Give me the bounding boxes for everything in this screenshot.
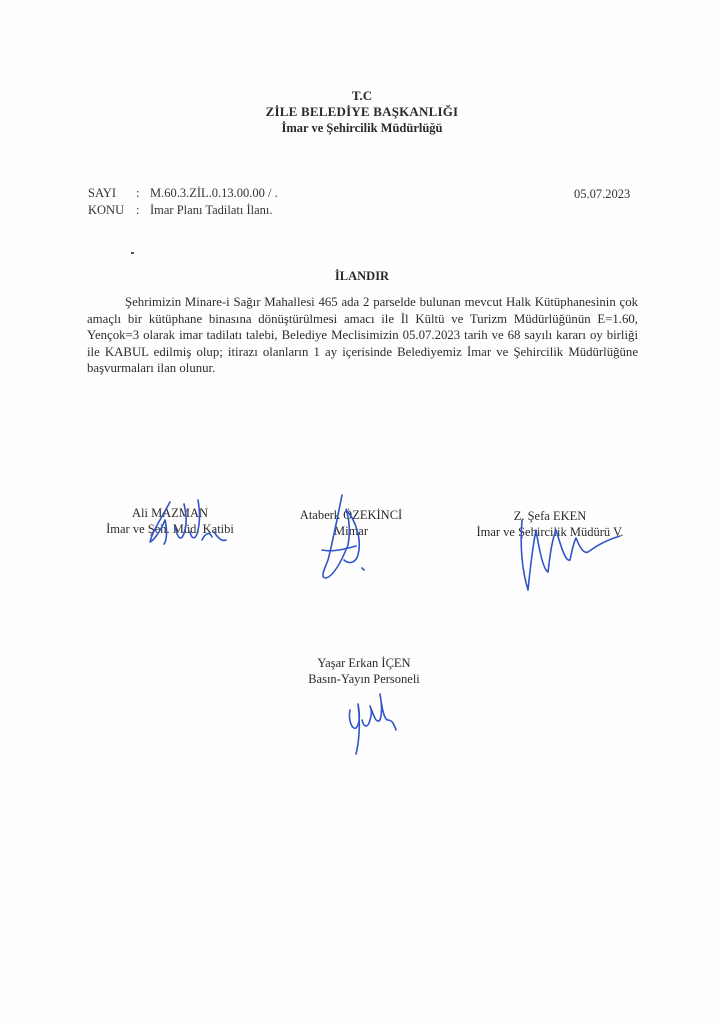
announcement-title: İLANDIR xyxy=(334,269,390,283)
signature-icon xyxy=(342,690,402,758)
signatory-title: Mimar xyxy=(333,524,369,538)
number-value: M.60.3.ZİL.0.13.00.00 / . xyxy=(150,186,278,200)
document-date: 05.07.2023 xyxy=(574,187,631,201)
subject-separator: : xyxy=(136,203,140,217)
number-row xyxy=(88,185,278,202)
department-name: İmar ve Şehircilik Müdürlüğü xyxy=(281,121,443,135)
country-label: T.C xyxy=(351,88,373,103)
signatory-name: Ataberk ÖZEKİNCİ xyxy=(299,508,403,522)
signatory-block-1 xyxy=(86,505,254,537)
signatory-title: Basın-Yayın Personeli xyxy=(308,672,420,686)
subject-label: KONU xyxy=(88,203,125,217)
number-label: SAYI xyxy=(88,186,117,200)
letterhead xyxy=(0,88,724,136)
document-meta xyxy=(88,185,278,219)
signatory-block-4 xyxy=(276,655,452,687)
announcement-body: Şehrimizin Minare-i Sağır Mahallesi 465 ada 2 parselde bulunan mevcut Halk Kütüphanesinin çok amaçlı bir kütüphane binasına dönüştürülmesi amacı ile İl Kültü ve Turizm Müdürlüğünün E=1.60, Yençok=3 olarak imar tadilatı talebi, Belediye Meclisimizin 05.07.2023 tarih ve 68 sayılı kararı oy birliği ile KABUL edilmiş olup; itirazı olanların 1 ay içerisinde Belediyemiz İmar ve Şehircilik Müdürlüğüne başvurmaları ilan olunur. xyxy=(87,295,638,376)
signatory-title: İmar ve Şehircilik Müdürü V. xyxy=(476,525,624,539)
signatory-name: Ali MAZMAN xyxy=(131,506,209,520)
subject-value: İmar Planı Tadilatı İlanı. xyxy=(150,203,273,217)
signatory-block-2 xyxy=(286,507,416,539)
signatory-title: İmar ve Şeh. Müd. Katibi xyxy=(106,522,234,536)
signatory-name: Yaşar Erkan İÇEN xyxy=(317,656,411,670)
signatory-name: Z. Şefa EKEN xyxy=(513,509,587,523)
signatory-block-3 xyxy=(450,508,650,540)
stray-mark xyxy=(131,252,134,254)
subject-row xyxy=(88,202,278,219)
number-separator: : xyxy=(136,186,140,200)
organization-name: ZİLE BELEDİYE BAŞKANLIĞI xyxy=(265,104,459,119)
